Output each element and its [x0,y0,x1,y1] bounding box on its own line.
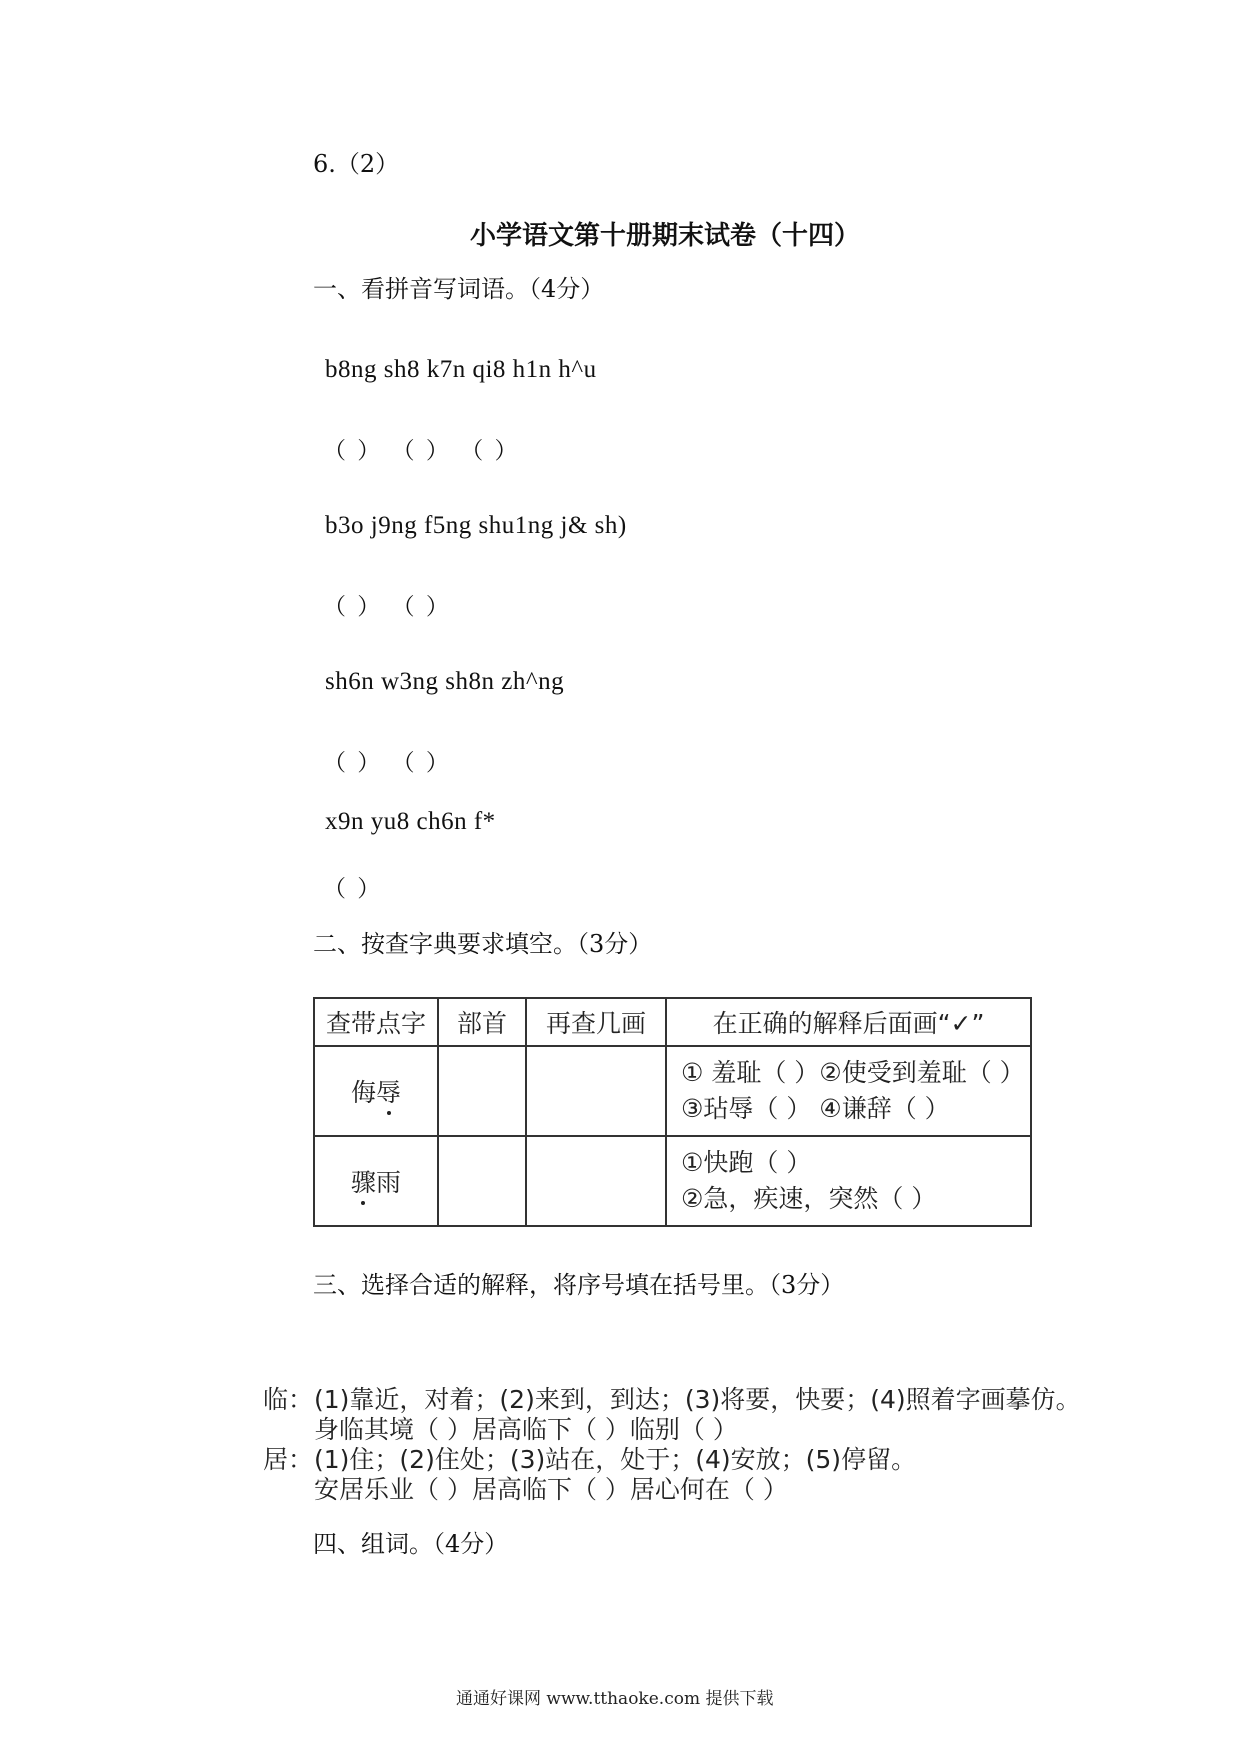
table-row [314,1136,1031,1226]
stroke-count-cell[interactable] [526,1046,666,1136]
answer-parens-row-1: （ ） （ ） （ ） [323,438,520,464]
entry-char-lin: 临： [263,1385,314,1414]
header-char: 查带点字 [314,998,438,1046]
answer-parens-row-3: （ ） （ ） [323,750,451,776]
radical-cell[interactable] [438,1046,526,1136]
section-1-heading: 一、看拼音写词语。（4分） [313,275,605,303]
meaning-options [666,1046,1031,1136]
section-2-heading: 二、按查字典要求填空。（3分） [313,930,653,958]
header-stroke-count: 再查几画 [526,998,666,1046]
entry-char-ju: 居： [263,1445,314,1474]
meaning-option-line: ① 羞耻（ ）②使受到羞耻（ ） [681,1058,1025,1087]
word-char: 雨 [376,1168,402,1197]
meaning-options [666,1136,1031,1226]
dictionary-table [313,997,1032,1227]
pinyin-row-1: b8ng sh8 k7n qi8 h1n h^u [325,356,597,383]
dotted-char: 辱 [376,1073,401,1109]
header-radical: 部首 [438,998,526,1046]
entry-defs-ju: (1)住；(2)住处；(3)站在，处于；(4)安放；(5)停留。 [314,1445,917,1474]
entry-defs-lin: (1)靠近，对着；(2)来到，到达；(3)将要，快要；(4)照着字画摹仿。 [314,1385,1081,1414]
pinyin-row-4: x9n yu8 ch6n f* [325,808,496,835]
meaning-option-line: ②急，疾速，突然（ ） [681,1184,937,1213]
entry-char: 临 [263,1385,289,1414]
dotted-char: 骤 [351,1163,376,1199]
section-3-heading: 三、选择合适的解释，将序号填在括号里。（3分） [313,1271,845,1299]
header-meaning: 在正确的解释后面画“✓” [666,998,1031,1046]
entry-char: 居 [263,1445,289,1474]
meaning-option-line: ③玷辱（ ） ④谦辞（ ） [681,1094,950,1123]
stroke-count-cell[interactable] [526,1136,666,1226]
answer-parens-row-4: （ ） [323,876,383,902]
table-row [314,1046,1031,1136]
dotted-word [314,1136,438,1226]
page-footer: 通通好课网 www.tthaoke.com 提供下载 [456,1689,774,1709]
answer-parens-row-2: （ ） （ ） [323,594,451,620]
pinyin-row-3: sh6n w3ng sh8n zh^ng [325,668,565,695]
radical-cell[interactable] [438,1136,526,1226]
pinyin-row-2: b3o j9ng f5ng shu1ng j& sh) [325,512,627,539]
entry-usage-lin: 身临其境（ ）居高临下（ ）临别（ ） [314,1415,738,1444]
page-title: 小学语文第十册期末试卷（十四） [470,221,861,251]
meaning-option-line: ①快跑（ ） [681,1148,812,1177]
entry-usage-ju: 安居乐业（ ）居高临下（ ）居心何在（ ） [314,1475,788,1504]
table-header-row [314,998,1031,1046]
dotted-word [314,1046,438,1136]
section-4-heading: 四、组词。（4分） [313,1530,509,1558]
word-char: 侮 [350,1078,376,1107]
page-number-line: 6.（2） [313,150,400,178]
